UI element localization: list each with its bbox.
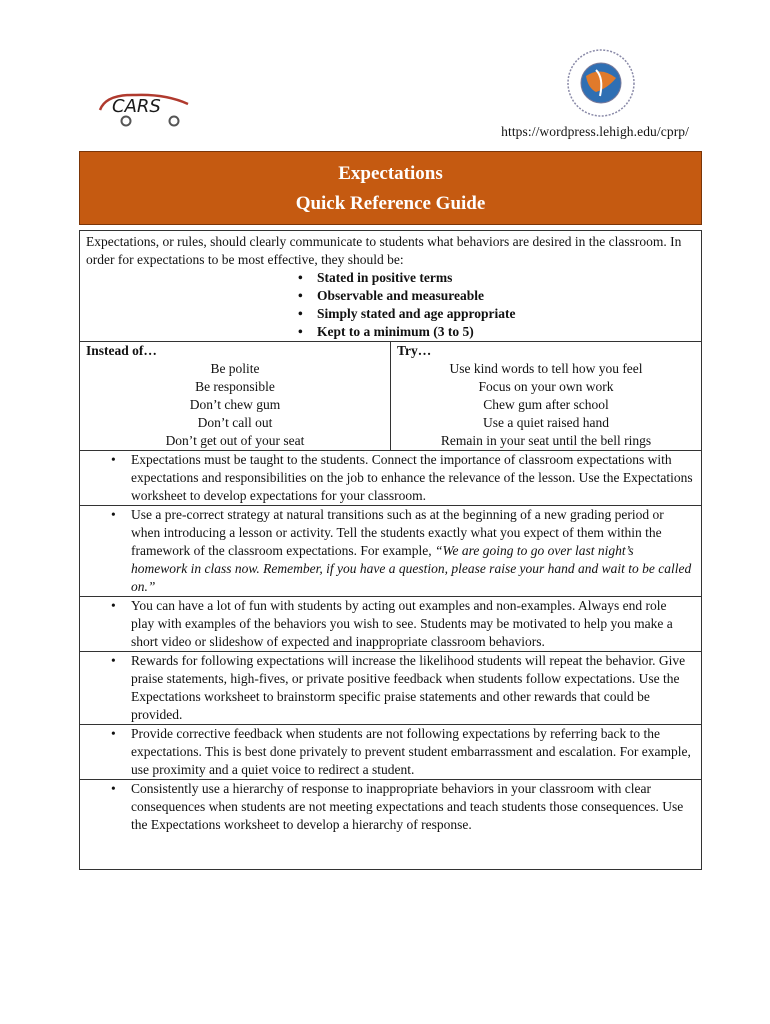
criteria-item: • Kept to a minimum (3 to 5) [298,323,695,341]
comparison-table [80,360,701,450]
try-item: Focus on your own work [478,379,614,394]
intro-section [80,231,701,341]
instead-column [80,360,390,450]
guidance-list [80,450,701,834]
logo-text: CARS [112,96,161,117]
instead-item: Be responsible [195,379,275,394]
intro-text: Expectations, or rules, should clearly communicate to students what behaviors are desired in the classroom. In order for expectations to be most effective, they should be: [86,234,682,267]
page-subtitle: Quick Reference Guide [295,193,486,214]
cars-logo [96,90,196,130]
instead-item: Be polite [210,361,260,376]
guidance-item: • You can have a lot of fun with students by acting out examples and non-examples. Always end role play with examples of the behaviors you wish to see. Students may be motivated to help you make a short video or slideshow of expected and inappropriate classroom behaviors. [80,596,701,651]
example-quote: “We are going to go over last night’s homework in class now. Remember, if you have a question, please raise your hand and wait to be called on.” [131,543,692,594]
guidance-item: • Expectations must be taught to the students. Connect the importance of classroom expectations with expectations and responsibilities on the job to enhance the relevance of the lesson. Use the Expectations worksheet to develop expectations for your classroom. [80,450,701,505]
seal-icon [566,48,636,118]
try-item: Chew gum after school [483,397,609,412]
content-box [79,230,702,870]
instead-item: Don’t call out [197,415,273,430]
try-item: Use a quiet raised hand [483,415,609,430]
guidance-item: • Use a pre-correct strategy at natural transitions such as at the beginning of a new grading period or when introducing a lesson or activity. Tell the students exactly what you expect of them within the framework of the classroom expectations. For example, “We are going to go over last night’s homework in class now. Remember, if you have a question, please raise your hand and wait to be called on.” [80,505,701,596]
criteria-item: • Simply stated and age appropriate [298,305,695,323]
criteria-item: • Stated in positive terms [298,269,695,287]
source-url: https://wordpress.lehigh.edu/cprp/ [501,124,689,139]
instead-item: Don’t chew gum [189,397,281,412]
guidance-item: • Provide corrective feedback when students are not following expectations by referring back to the expectations. This is best done privately to prevent student embarrassment and escalation. For example, use proximity and a quiet voice to redirect a student. [80,724,701,779]
criteria-list [86,269,695,341]
try-column [390,360,701,450]
try-header: Try… [390,342,701,360]
instead-item: Don’t get out of your seat [165,433,305,448]
instead-header: Instead of… [86,343,157,358]
guidance-item: • Rewards for following expectations will increase the likelihood students will repeat the behavior. Give praise statements, high-fives, or private positive feedback when students follow expectations. Use the Expectations worksheet to brainstorm specific praise statements and other rewards that could be provided. [80,651,701,724]
try-item: Remain in your seat until the bell rings [440,433,652,448]
comparison-header [80,341,701,360]
criteria-item: • Observable and measureable [298,287,695,305]
title-banner [79,151,702,225]
page-title: Expectations [338,163,443,184]
guidance-item: • Consistently use a hierarchy of response to inappropriate behaviors in your classroom with clear consequences when students are not meeting expectations and teach students those consequences. Use the Expectations worksheet to develop a hierarchy of response. [80,779,701,834]
try-item: Use kind words to tell how you feel [449,361,643,376]
